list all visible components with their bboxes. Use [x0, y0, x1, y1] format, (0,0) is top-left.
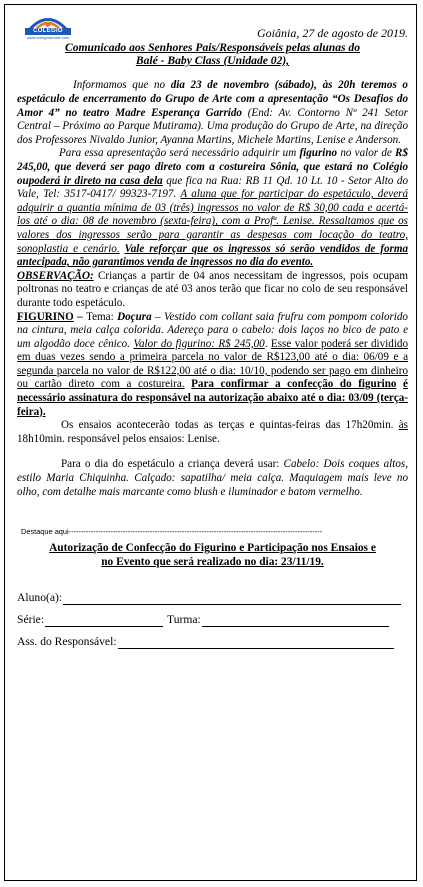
observation-label: OBSERVAÇÃO:: [17, 269, 94, 282]
grade-class-field: [17, 605, 408, 627]
paragraph-costume: [17, 147, 408, 269]
subject-line-2: Balé - Baby Class (Unidade 02),: [135, 54, 290, 67]
ticket-warning: Vale reforçar que os ingressos só serão vendidos de forma antecipada, não garantimos venda de ingressos no dia do evento.: [17, 242, 409, 269]
paragraph-observation: [17, 270, 408, 311]
document-page: [4, 4, 417, 881]
spacer: [17, 499, 408, 519]
figurino-confirm: Para confirmar a confecção do figurino: [191, 378, 397, 391]
letter-content: [17, 27, 408, 649]
paragraph-appearance: [17, 458, 408, 499]
separator: .: [264, 337, 271, 350]
figurino-dash: –: [73, 310, 87, 323]
authorization-line-1: Autorização de Confecção do Figurino e Participação nos Ensaios e: [49, 541, 376, 554]
logo-tagline: www.colegiodovale.com: [26, 35, 70, 40]
figurino-signature-deadline: é necessário assinatura do responsável na autorização abaixo até o dia: 03/09 (terça-feira).: [17, 378, 408, 418]
event-address: (End: Av. Contorno Nº 241 Setor Central – Próximo ao Parque Mutirama). Uma produção do Grupo de Arte, na direção dos Professores Nivaldo Junior, Ayanna Martins, Michele Martins, Lenise e Anderson.: [17, 106, 408, 146]
rehearsal-as: às: [398, 419, 408, 432]
figurino-description: – Vestido com collant saia frufru com pompom colorido na cintura, meia calça colorida. Adereço para o cabelo: dois laços no bico de pato e um algodão doce cênico.: [17, 310, 408, 350]
event-details: dia 23 de novembro (sábado), às 20h teremos o espetáculo de encerramento do Grupo de Arte com a apresentação “Os Desafios do Amor 4” no teatro Madre Esperança Garrido: [17, 79, 408, 119]
figurino-installments: Esse valor poderá ser dividido em duas vezes sendo a primeira parcela no valor de R$123,00 até o dia: 06/09 e a segunda parcela no valor de R$122,00 até o dia: 10/10, podendo ser pago em dinheiro ou cartão direto com a costureira.: [17, 337, 408, 391]
paragraph-event: [17, 79, 408, 147]
logo-brand: COLÉGIO: [25, 28, 71, 35]
observation-text: Crianças a partir de 04 anos necessitam de ingressos, pois ocupam poltronas no teatro e crianças de até 03 anos terão que ficar no colo de seu responsável durante todo espetáculo.: [17, 269, 408, 309]
authorization-line-2: no Evento que será realizado no dia: 23/11/19.: [101, 555, 324, 568]
rehearsal-days: Os ensaios acontecerão todas as terças e quintas-feiras das 17h20min.: [61, 419, 399, 432]
student-line[interactable]: [63, 593, 401, 605]
student-label: Aluno(a):: [17, 591, 63, 605]
letter-subject: [17, 41, 408, 68]
spacer: [17, 446, 408, 458]
appearance-details: Cabelo: Dois coques altos, estilo Maria Chiquinha. Calçado: sapatilha/ meia calça. Maquiagem mais leve no olho, com detalhe mais marcante como blush e iluminador e batom vermelho.: [17, 458, 408, 498]
ticket-info: A aluna que for participar do espetáculo, deverá adquirir a quantia mínima de 03 (três) ingressos no valor de R$ 30,00 cada e acertá-los até o dia: 08 de novembro (sexta-feira), com a Profª. Lenise. Ressaltamos que os valores dos ingressos serão para garantir as despesas com locação do teatro, sonoplastia e cenário.: [17, 188, 408, 255]
figurino-label: FIGURINO: [17, 310, 74, 323]
letter-date: Goiânia, 27 de agosto de 2019.: [257, 26, 408, 40]
guardian-label: Ass. do Responsável:: [17, 635, 117, 649]
seamstress-address: que fica na Rua: RB 11 Qd. 10 Lt. 10 - Setor Alto do Vale, Tel: 3517-0417/ 99323-7197: [17, 174, 408, 201]
costume-word: figurino: [299, 147, 338, 160]
guardian-field: [17, 627, 408, 649]
costume-payment: R$ 245,00, que deverá ser pago direto com a costureira Sônia, que estará no Colégio ou: [17, 147, 408, 187]
figurino-value: Valor do figurino: R$ 245,00: [133, 337, 265, 350]
subject-line-1: Comunicado aos Senhores Pais/Responsáveis pelas alunas do: [64, 40, 361, 54]
grade-line[interactable]: [45, 615, 163, 627]
event-intro: Informamos que no: [73, 79, 171, 92]
guardian-signature-line[interactable]: [118, 637, 394, 649]
costume-value-intro: no valor de: [337, 147, 396, 160]
tema-label: Tema:: [86, 310, 118, 323]
paragraph-figurino: [17, 311, 408, 420]
tema-value: Doçura: [117, 310, 152, 323]
rehearsal-end: 18h10min. responsável pelos ensaios: Lenise.: [17, 432, 220, 445]
student-field: [17, 583, 408, 605]
separator: .: [173, 188, 181, 201]
class-label: Turma:: [167, 613, 201, 627]
grade-label: Série:: [17, 613, 45, 627]
authorization-title: [17, 541, 408, 569]
paragraph-rehearsals: [17, 419, 408, 446]
appearance-intro: Para o dia do espetáculo a criança deverá usar:: [61, 458, 284, 471]
cut-line: Destaque aqui-------------------------------------------------------------------------------------------------------: [21, 527, 323, 537]
class-line[interactable]: [202, 615, 389, 627]
costume-payment-home: poderá ir direto na casa dela: [28, 174, 163, 187]
costume-intro: Para essa apresentação será necessário adquirir um: [59, 147, 300, 160]
